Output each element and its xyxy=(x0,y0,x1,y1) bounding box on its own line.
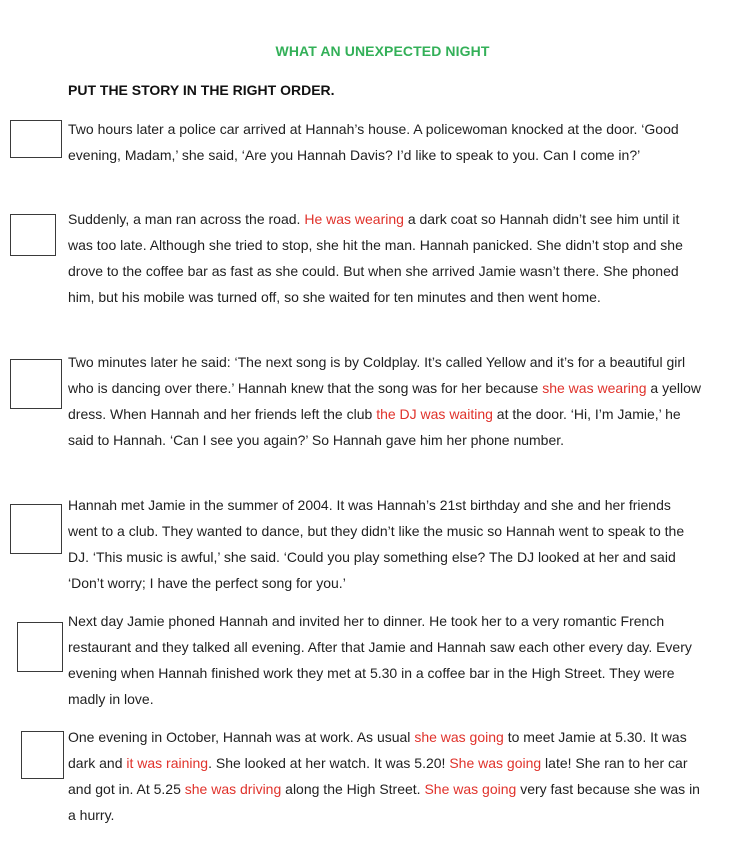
highlighted-verb-phrase: she was going xyxy=(414,729,504,745)
paragraph-text: a dark coat so Hannah didn’t see him until it was too late. Although she tried to stop, she hit the man. Hannah panicked. She didn’t stop and she drove to the coffee bar as fast as she could. But when she arrived Jamie wasn’t there. She phoned him, but his mobile was turned off, so she waited for ten minutes and then went home. xyxy=(68,211,683,305)
paragraph-text: Hannah met Jamie in the summer of 2004. It was Hannah’s 21st birthday and she and her friends went to a club. They wanted to dance, but they didn’t like the music so Hannah went to speak to the DJ. ‘This music is awful,’ she said. ‘Could you play something else? The DJ looked at her and said ‘Don’t worry; I have the perfect song for you.’ xyxy=(68,497,685,591)
highlighted-verb-phrase: she was wearing xyxy=(542,380,647,396)
paragraph-text: Next day Jamie phoned Hannah and invited her to dinner. He took her to a very romantic French restaurant and they talked all evening. After that Jamie and Hannah saw each other every day. Every evening when Hannah finished work they met at 5.30 in a coffee bar in the High Street. They were madly in love. xyxy=(68,613,692,707)
instruction-heading: PUT THE STORY IN THE RIGHT ORDER. xyxy=(68,82,335,98)
order-box-1[interactable] xyxy=(10,120,62,158)
story-paragraph-1 xyxy=(68,116,704,168)
highlighted-verb-phrase: it was raining xyxy=(126,755,209,771)
paragraph-text: a yellow dress. When Hannah and her friends left the club xyxy=(68,380,701,422)
order-box-5[interactable] xyxy=(17,622,63,672)
story-paragraph-3 xyxy=(68,349,704,453)
paragraph-text: . She looked at her watch. It was 5.20! xyxy=(208,755,450,771)
paragraph-text: very fast because she was in a hurry. xyxy=(68,781,700,823)
highlighted-verb-phrase: She was going xyxy=(449,755,542,771)
paragraph-text: to meet Jamie at 5.30. It was dark and xyxy=(68,729,687,771)
order-box-4[interactable] xyxy=(10,504,62,554)
page-title: WHAT AN UNEXPECTED NIGHT xyxy=(275,43,490,59)
order-box-6[interactable] xyxy=(21,731,64,779)
highlighted-verb-phrase: He was wearing xyxy=(304,211,404,227)
story-paragraph-4 xyxy=(68,492,704,596)
paragraph-text: late! She ran to her car and got in. At 5.25 xyxy=(68,755,688,797)
highlighted-verb-phrase: she was driving xyxy=(184,781,282,797)
paragraph-text: Suddenly, a man ran across the road. xyxy=(68,211,305,227)
story-paragraph-2 xyxy=(68,206,704,310)
paragraph-text: Two hours later a police car arrived at Hannah’s house. A policewoman knocked at the door. ‘Good evening, Madam,’ she said, ‘Are you Hannah Davis? I’d like to speak to you. Can I come in?’ xyxy=(68,121,679,163)
story-paragraph-6 xyxy=(68,724,704,828)
highlighted-verb-phrase: She was going xyxy=(424,781,517,797)
paragraph-text: One evening in October, Hannah was at work. As usual xyxy=(68,729,415,745)
paragraph-text: Two minutes later he said: ‘The next song is by Coldplay. It’s called Yellow and it’s for a beautiful girl who is dancing over there.’ Hannah knew that the song was for her because xyxy=(68,354,686,396)
paragraph-text: at the door. ‘Hi, I’m Jamie,’ he said to Hannah. ‘Can I see you again?’ So Hannah gave him her phone number. xyxy=(68,406,681,448)
order-box-3[interactable] xyxy=(10,359,62,409)
order-box-2[interactable] xyxy=(10,214,56,256)
paragraph-text: along the High Street. xyxy=(281,781,425,797)
highlighted-verb-phrase: the DJ was waiting xyxy=(376,406,493,422)
story-paragraph-5 xyxy=(68,608,704,712)
